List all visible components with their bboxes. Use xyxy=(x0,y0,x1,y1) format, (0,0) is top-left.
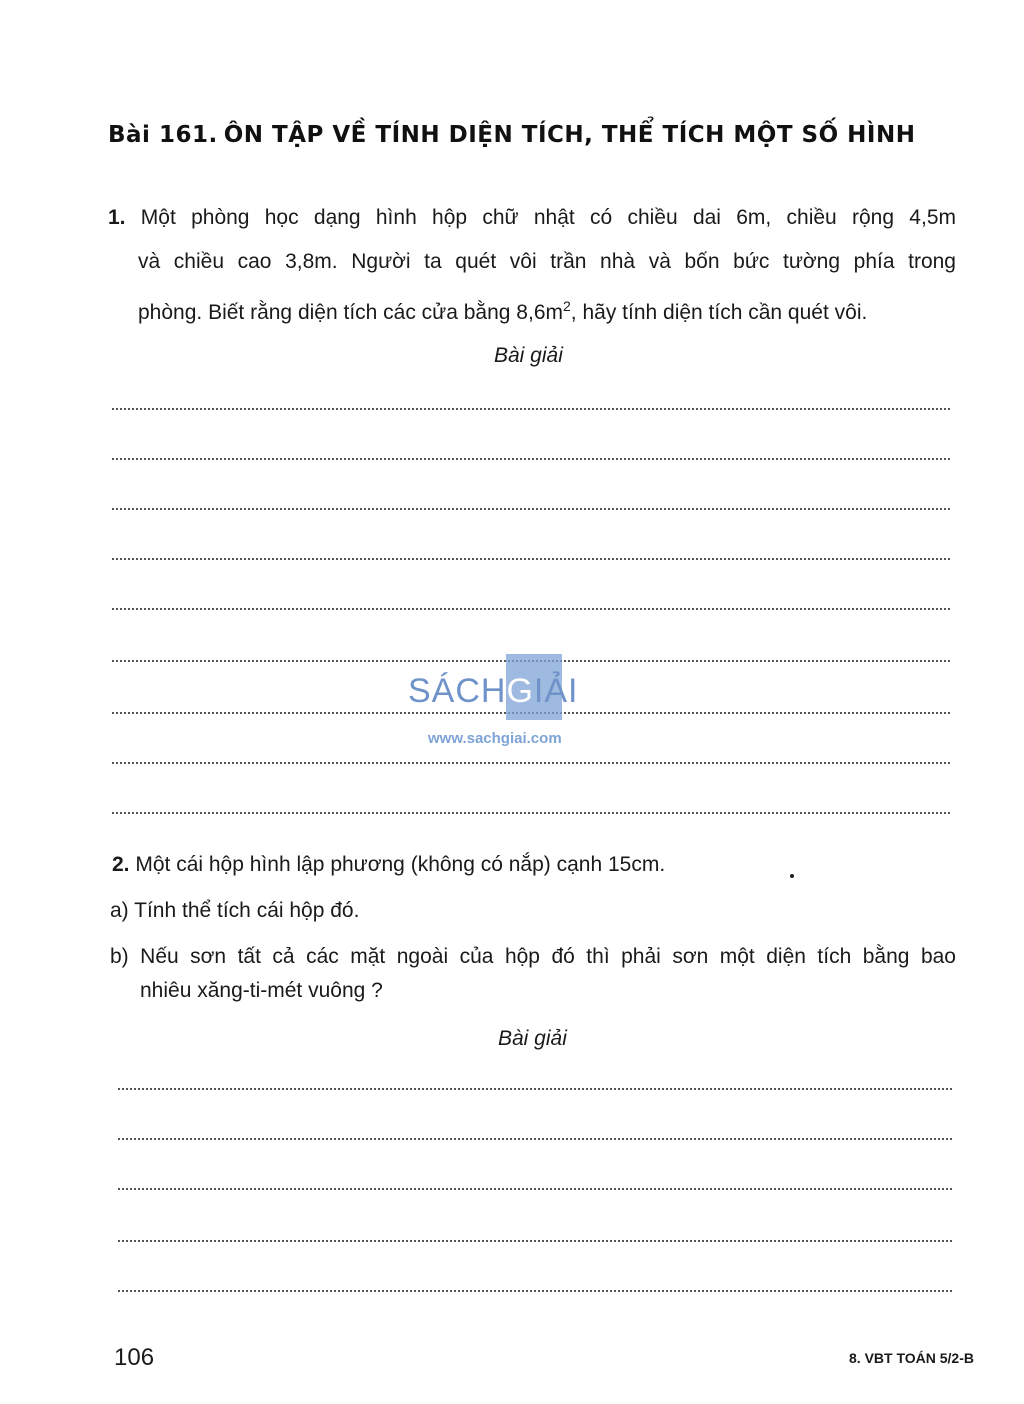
answer-line xyxy=(118,1240,952,1242)
answer-line xyxy=(112,508,950,510)
exercise-2-part-b-line-1: b) Nếu sơn tất cả các mặt ngoài của hộp đó thì phải sơn một diện tích bằng bao xyxy=(110,945,956,968)
exercise-2-part-a: a) Tính thể tích cái hộp đó. xyxy=(110,899,360,922)
exercise-1-superscript: 2 xyxy=(563,298,571,314)
watermark-logo xyxy=(408,654,618,754)
answer-line xyxy=(118,1138,952,1140)
watermark-text: SÁCHGIẢI xyxy=(408,672,579,710)
watermark-url: www.sachgiai.com xyxy=(428,730,562,747)
exercise-2-intro: 2. Một cái hộp hình lập phương (không có nắp) cạnh 15cm. xyxy=(112,853,666,876)
answer-line xyxy=(112,558,950,560)
book-code: 8. VBT TOÁN 5/2-B xyxy=(849,1350,974,1366)
answer-line xyxy=(118,1088,952,1090)
exercise-1-solution-label: Bài giải xyxy=(494,344,563,367)
exercise-2-part-b xyxy=(110,940,956,1008)
answer-line xyxy=(112,608,950,610)
answer-line xyxy=(112,812,950,814)
lesson-title-text: ÔN TẬP VỀ TÍNH DIỆN TÍCH, THỂ TÍCH MỘT SỐ HÌNH xyxy=(223,122,916,148)
lesson-number: Bài 161. xyxy=(108,122,218,148)
exercise-1-line-3: phòng. Biết rằng diện tích các cửa bằng $8,6m^2$, hãy tính diện tích cần quét vôi. xyxy=(138,298,868,324)
answer-line xyxy=(118,1188,952,1190)
exercise-1-text xyxy=(108,196,956,328)
exercise-2-solution-label: Bài giải xyxy=(498,1027,567,1050)
stray-mark xyxy=(790,874,794,878)
exercise-1-number: 1. xyxy=(108,206,126,229)
exercise-1-line-2: và chiều cao 3,8m. Người ta quét vôi trần nhà và bốn bức tường phía trong xyxy=(138,250,956,273)
answer-line xyxy=(112,408,950,410)
answer-line xyxy=(112,762,950,764)
exercise-1-line-1: 1. Một phòng học dạng hình hộp chữ nhật có chiều dai 6m, chiều rộng 4,5m xyxy=(108,206,956,229)
answer-line xyxy=(118,1290,952,1292)
answer-line xyxy=(112,458,950,460)
lesson-title xyxy=(108,122,915,148)
exercise-2-part-b-line-2: nhiêu xăng-ti-mét vuông ? xyxy=(140,979,383,1002)
page-number: 106 xyxy=(114,1344,155,1371)
exercise-2-number: 2. xyxy=(112,853,130,876)
